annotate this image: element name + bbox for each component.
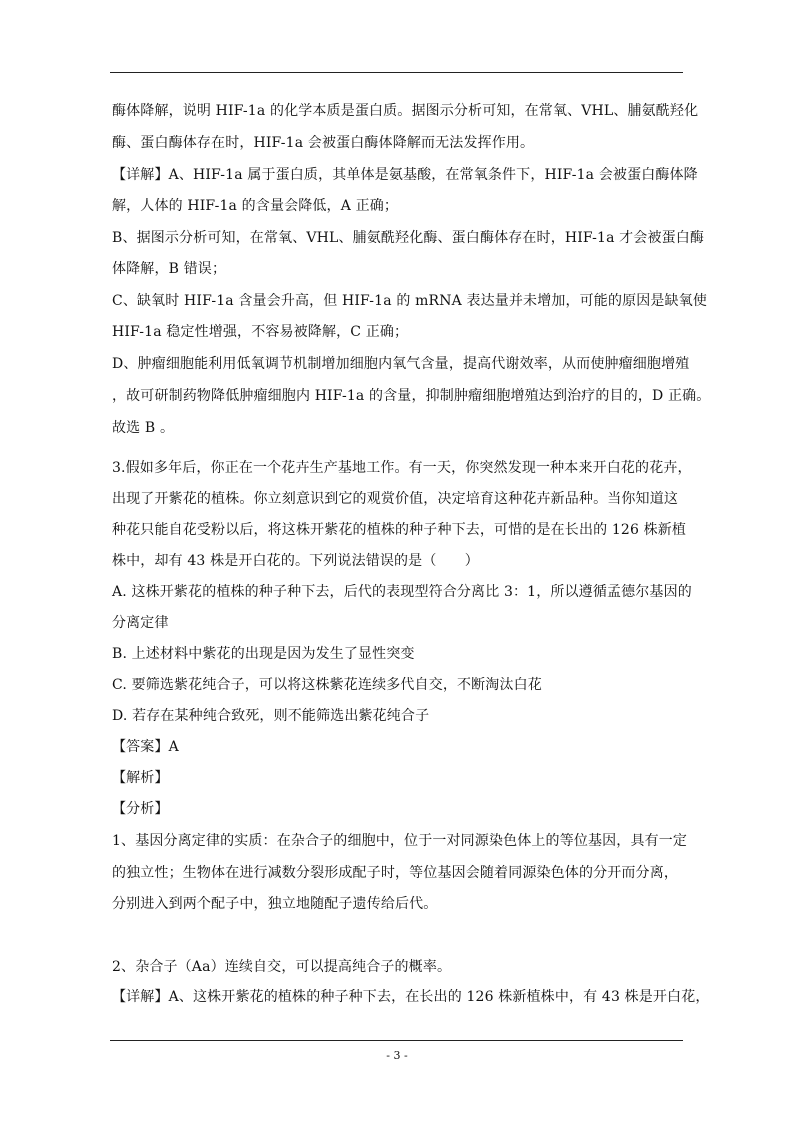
text-line: C、缺氧时 HIF-1a 含量会升高，但 HIF-1a 的 mRNA 表达量并未增加，可能的原因是缺氧使 bbox=[112, 293, 708, 309]
text-line: D、肿瘤细胞能利用低氧调节机制增加细胞内氧气含量，提高代谢效率，从而使肿瘤细胞增殖 bbox=[112, 356, 690, 372]
text-line: B、据图示分析可知，在常氧、VHL、脯氨酰羟化酶、蛋白酶体存在时，HIF-1a 才会被蛋白酶 bbox=[112, 230, 705, 246]
question-line: 种花只能自花受粉以后，将这株开紫花的植株的种子种下去，可惜的是在长出的 126 株新植 bbox=[112, 522, 687, 538]
option-b: B. 上述材料中紫花的出现是因为发生了显性突变 bbox=[112, 646, 415, 662]
option-d: D. 若存在某种纯合致死，则不能筛选出紫花纯合子 bbox=[112, 708, 430, 724]
text-line: HIF-1a 稳定性增强，不容易被降解，C 正确； bbox=[112, 324, 409, 340]
text-line: 解，人体的 HIF-1a 的含量会降低，A 正确； bbox=[112, 198, 399, 214]
answer-label: 【答案】A bbox=[112, 739, 179, 755]
question-line: 出现了开紫花的植株。你立刻意识到它的观赏价值，决定培育这种花卉新品种。当你知道这 bbox=[112, 491, 678, 507]
text-line: 2、杂合子（Aa）连续自交，可以提高纯合子的概率。 bbox=[112, 959, 452, 975]
analysis-label: 【解析】 bbox=[112, 770, 169, 786]
text-line: 酶、蛋白酶体存在时，HIF-1a 会被蛋白酶体降解而无法发挥作用。 bbox=[112, 135, 535, 151]
analysis-sub-label: 【分析】 bbox=[112, 801, 169, 817]
option-a-cont: 分离定律 bbox=[112, 615, 169, 631]
question-line: 3.假如多年后，你正在一个花卉生产基地工作。有一天，你突然发现一种本来开白花的花卉， bbox=[112, 460, 692, 476]
option-a: A. 这株开紫花的植株的种子种下去，后代的表现型符合分离比 3：1，所以遵循孟德尔基因的 bbox=[112, 584, 692, 600]
text-line: 酶体降解，说明 HIF-1a 的化学本质是蛋白质。据图示分析可知，在常氧、VHL、脯氨酰羟化 bbox=[112, 103, 699, 119]
text-line: 1、基因分离定律的实质：在杂合子的细胞中，位于一对同源染色体上的等位基因，具有一定 bbox=[112, 833, 688, 849]
text-line: ，故可研制药物降低肿瘤细胞内 HIF-1a 的含量，抑制肿瘤细胞增殖达到治疗的目的，D 正确。 bbox=[112, 388, 711, 404]
text-line: 【详解】A、这株开紫花的植株的种子种下去，在长出的 126 株新植株中，有 43 株是开白花， bbox=[112, 989, 710, 1005]
page-number: - 3 - bbox=[386, 1049, 408, 1062]
text-line: 体降解，B 错误； bbox=[112, 261, 227, 277]
text-line: 故选 B 。 bbox=[112, 420, 175, 436]
text-line: 分别进入到两个配子中，独立地随配子遗传给后代。 bbox=[112, 896, 438, 912]
header-rule bbox=[110, 72, 683, 73]
text-line: 【详解】A、HIF-1a 属于蛋白质，其单体是氨基酸，在常氧条件下，HIF-1a 会被蛋白酶体降 bbox=[112, 167, 698, 183]
footer-rule bbox=[110, 1040, 683, 1041]
text-line: 的独立性；生物体在进行减数分裂形成配子时，等位基因会随着同源染色体的分开而分离， bbox=[112, 865, 678, 881]
question-line: 株中，却有 43 株是开白花的。下列说法错误的是（ ） bbox=[112, 553, 479, 569]
option-c: C. 要筛选紫花纯合子，可以将这株紫花连续多代自交，不断淘汰白花 bbox=[112, 677, 542, 693]
